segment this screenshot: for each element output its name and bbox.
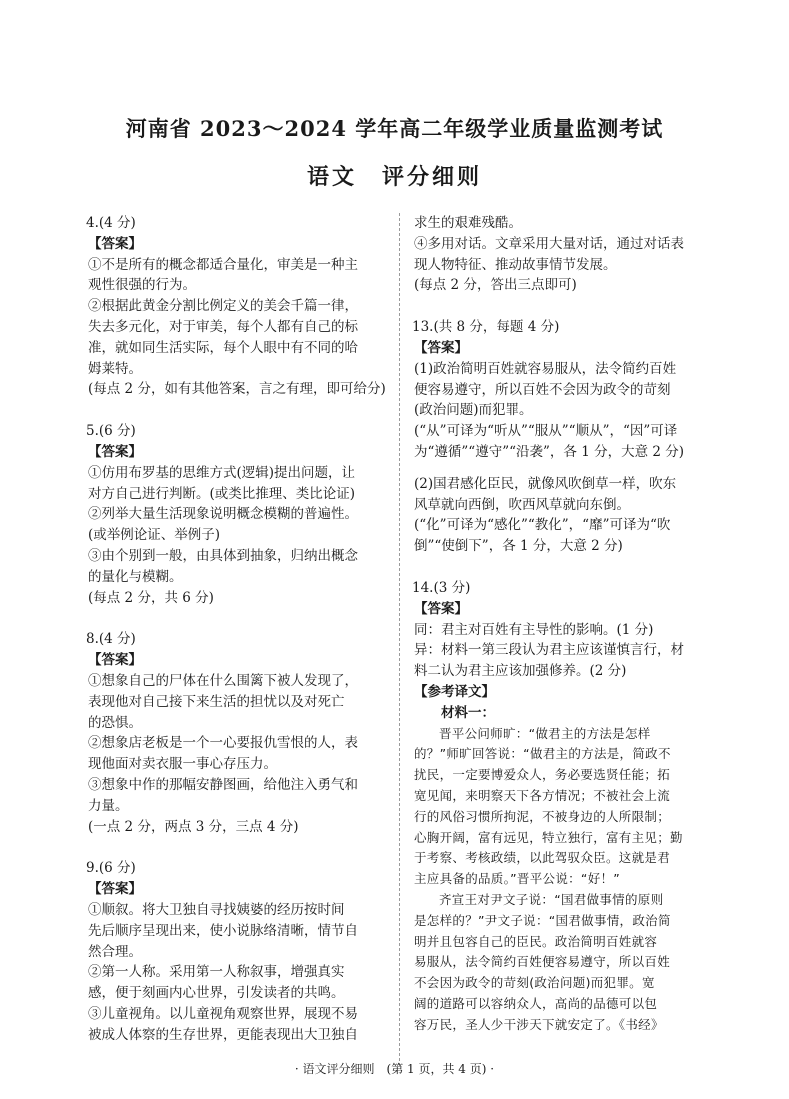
answer-line: ②根据此黄金分割比例定义的美会千篇一律， <box>88 298 358 315</box>
answer-line: 力量。 <box>88 797 129 814</box>
question-9-continued <box>412 213 714 296</box>
question-head: 8.(4 分) <box>86 631 136 648</box>
translation-line: 阔的道路可以容纳众人，高尚的品德可以包 <box>414 995 658 1011</box>
question-14 <box>412 578 714 1036</box>
question-head: 9.(6 分) <box>86 860 136 877</box>
answer-line: ④多用对话。文章采用大量对话，通过对话表 <box>414 235 684 252</box>
translation-line: 齐宣王对尹文子说：“国君做事情的原则 <box>439 891 664 907</box>
scoring-note: 倒”“使倒下”，各 1 分，大意 2 分) <box>414 538 623 555</box>
page-subtitle: 语文 评分细则 <box>306 164 482 190</box>
scoring-note: (“从”可译为“听从”“服从”“顺从”，“因”可译 <box>414 423 678 440</box>
answer-line: 被成人体察的生存世界，更能表现出大卫独自 <box>88 1026 358 1043</box>
answer-line: 料二认为君主应该加强修养。(2 分) <box>414 663 627 680</box>
scoring-note: (每点 2 分，答出三点即可) <box>414 277 577 294</box>
question-13 <box>412 317 714 557</box>
answer-line: 然合理。 <box>88 943 142 960</box>
answer-line: 观性很强的行为。 <box>88 277 196 294</box>
translation-line: 主应具备的品质。”晋平公说：“好！” <box>414 871 621 887</box>
answer-line: 异：材料一第三段认为君主应该谨慎言行，材 <box>414 642 684 659</box>
question-4 <box>86 213 391 400</box>
translation-line: 易服从，法令简约百姓便容易遵守，所以百姓 <box>414 954 671 970</box>
answer-label: 【答案】 <box>88 235 142 252</box>
translation-line: 晋平公问师旷：“做君主的方法是怎样 <box>439 725 651 741</box>
answer-line: 求生的艰难残酷。 <box>414 215 522 231</box>
translation-line: 的？”师旷回答说：“做君主的方法是，简政不 <box>414 746 671 762</box>
answer-line: ③由个别到一般，由具体到抽象，归纳出概念 <box>88 547 358 564</box>
scoring-note: (“化”可译为“感化”“教化”，“靡”可译为“吹 <box>414 517 671 534</box>
answer-label: 【答案】 <box>88 881 142 898</box>
answer-line: ①想象自己的尸体在什么围篱下被人发现了， <box>88 672 358 689</box>
answer-line: 先后顺序呈现出来，使小说脉络清晰，情节自 <box>88 922 358 939</box>
scoring-note: (一点 2 分，两点 3 分，三点 4 分) <box>88 818 299 835</box>
scoring-note: (每点 2 分，如有其他答案，言之有理，即可给分) <box>88 381 386 398</box>
question-5 <box>86 421 391 608</box>
answer-line: (或举例论证、举例子) <box>88 527 221 544</box>
page-title: 河南省 2023～2024 学年高二年级学业质量监测考试 <box>125 116 664 141</box>
answer-line: (政治问题)而犯罪。 <box>414 402 533 419</box>
question-9 <box>86 858 391 1045</box>
right-column <box>412 213 714 1035</box>
translation-line: 不会因为政令的苛刻(政治问题)而犯罪。宽 <box>414 975 655 991</box>
answer-line: 姆莱特。 <box>88 360 142 377</box>
translation-line: 容万民，圣人少干涉天下就安定了。《书经》 <box>414 1016 664 1032</box>
answer-line: 现人物特征、推动故事情节发展。 <box>414 256 617 273</box>
answer-line: ③想象中作的那幅安静图画，给他注入勇气和 <box>88 776 358 793</box>
answer-line: 同：君主对百姓有主导性的影响。(1 分) <box>414 621 654 638</box>
material-label: 材料一： <box>441 704 495 721</box>
answer-line: 准，就如同生活实际，每个人眼中有不同的哈 <box>88 339 358 356</box>
scoring-note: (每点 2 分，共 6 分) <box>88 589 214 606</box>
question-head: 4.(4 分) <box>86 215 136 231</box>
answer-line: 的恐惧。 <box>88 714 142 731</box>
translation-line: 心胸开阔，富有远见，特立独行，富有主见；勤 <box>414 829 683 845</box>
answer-line: ③儿童视角。以儿童视角观察世界，展现不易 <box>88 1005 358 1022</box>
answer-line: 风草就向西倒，吹西风草就向东倒。 <box>414 496 630 513</box>
column-divider <box>399 213 400 1066</box>
answer-label: 【答案】 <box>88 443 142 460</box>
answer-line: (1)政治简明百姓就容易服从，法令简约百姓 <box>414 360 677 377</box>
translation-line: 宽见闻，来明察天下各方情况；不被社会上流 <box>414 787 671 803</box>
question-head: 13.(共 8 分，每题 4 分) <box>412 319 560 336</box>
answer-line: 表现他对自己接下来生活的担忧以及对死亡 <box>88 693 345 710</box>
question-head: 5.(6 分) <box>86 423 136 440</box>
translation-paragraph-2 <box>412 890 714 1036</box>
question-head: 14.(3 分) <box>412 579 471 596</box>
reference-translation-label: 【参考译文】 <box>414 683 495 700</box>
answer-line: 便容易遵守，所以百姓不会因为政令的苛刻 <box>414 381 671 398</box>
answer-label: 【答案】 <box>88 652 142 669</box>
answer-line: 失去多元化，对于审美，每个人都有自己的标 <box>88 318 358 335</box>
translation-line: 行的风俗习惯所拘泥，不被身边的人所限制； <box>414 808 671 824</box>
answer-line: 现他面对卖衣服一事心存压力。 <box>88 756 277 773</box>
answer-line: ②第一人称。采用第一人称叙事，增强真实 <box>88 964 345 981</box>
answer-line: ①顺叙。将大卫独自寻找姨婆的经历按时间 <box>88 901 345 918</box>
answer-line: 感，便于刻画内心世界，引发读者的共鸣。 <box>88 985 345 1002</box>
translation-line: 扰民，一定要博爱众人，务必要选贤任能；拓 <box>414 767 671 783</box>
translation-line: 于考察、考核政绩，以此驾驭众臣。这就是君 <box>414 850 671 866</box>
answer-line: ②列举大量生活现象说明概念模糊的普遍性。 <box>88 506 358 523</box>
answer-line: ①仿用布罗基的思维方式(逻辑)提出问题，让 <box>88 464 356 481</box>
question-8 <box>86 629 391 837</box>
scoring-note: 为“遵循”“遵守”“沿袭”，各 1 分，大意 2 分) <box>414 443 685 460</box>
translation-line: 是怎样的？”尹文子说：“国君做事情，政治简 <box>414 912 671 928</box>
left-column <box>86 213 391 1045</box>
answer-line: 的量化与模糊。 <box>88 568 183 585</box>
translation-line: 明并且包容自己的臣民。政治简明百姓就容 <box>414 933 658 949</box>
answer-line: ②想象店老板是一个一心要报仇雪恨的人，表 <box>88 735 358 752</box>
answer-label: 【答案】 <box>414 339 468 356</box>
answer-line: (2)国君感化臣民，就像风吹倒草一样，吹东 <box>414 475 677 492</box>
translation-paragraph-1 <box>412 724 714 890</box>
page-footer: · 语文评分细则 (第 1 页，共 4 页) · <box>294 1062 495 1076</box>
answer-label: 【答案】 <box>414 600 468 617</box>
answer-line: ①不是所有的概念都适合量化，审美是一种主 <box>88 256 358 273</box>
answer-line: 对方自己进行判断。(或类比推理、类比论证) <box>88 485 356 502</box>
